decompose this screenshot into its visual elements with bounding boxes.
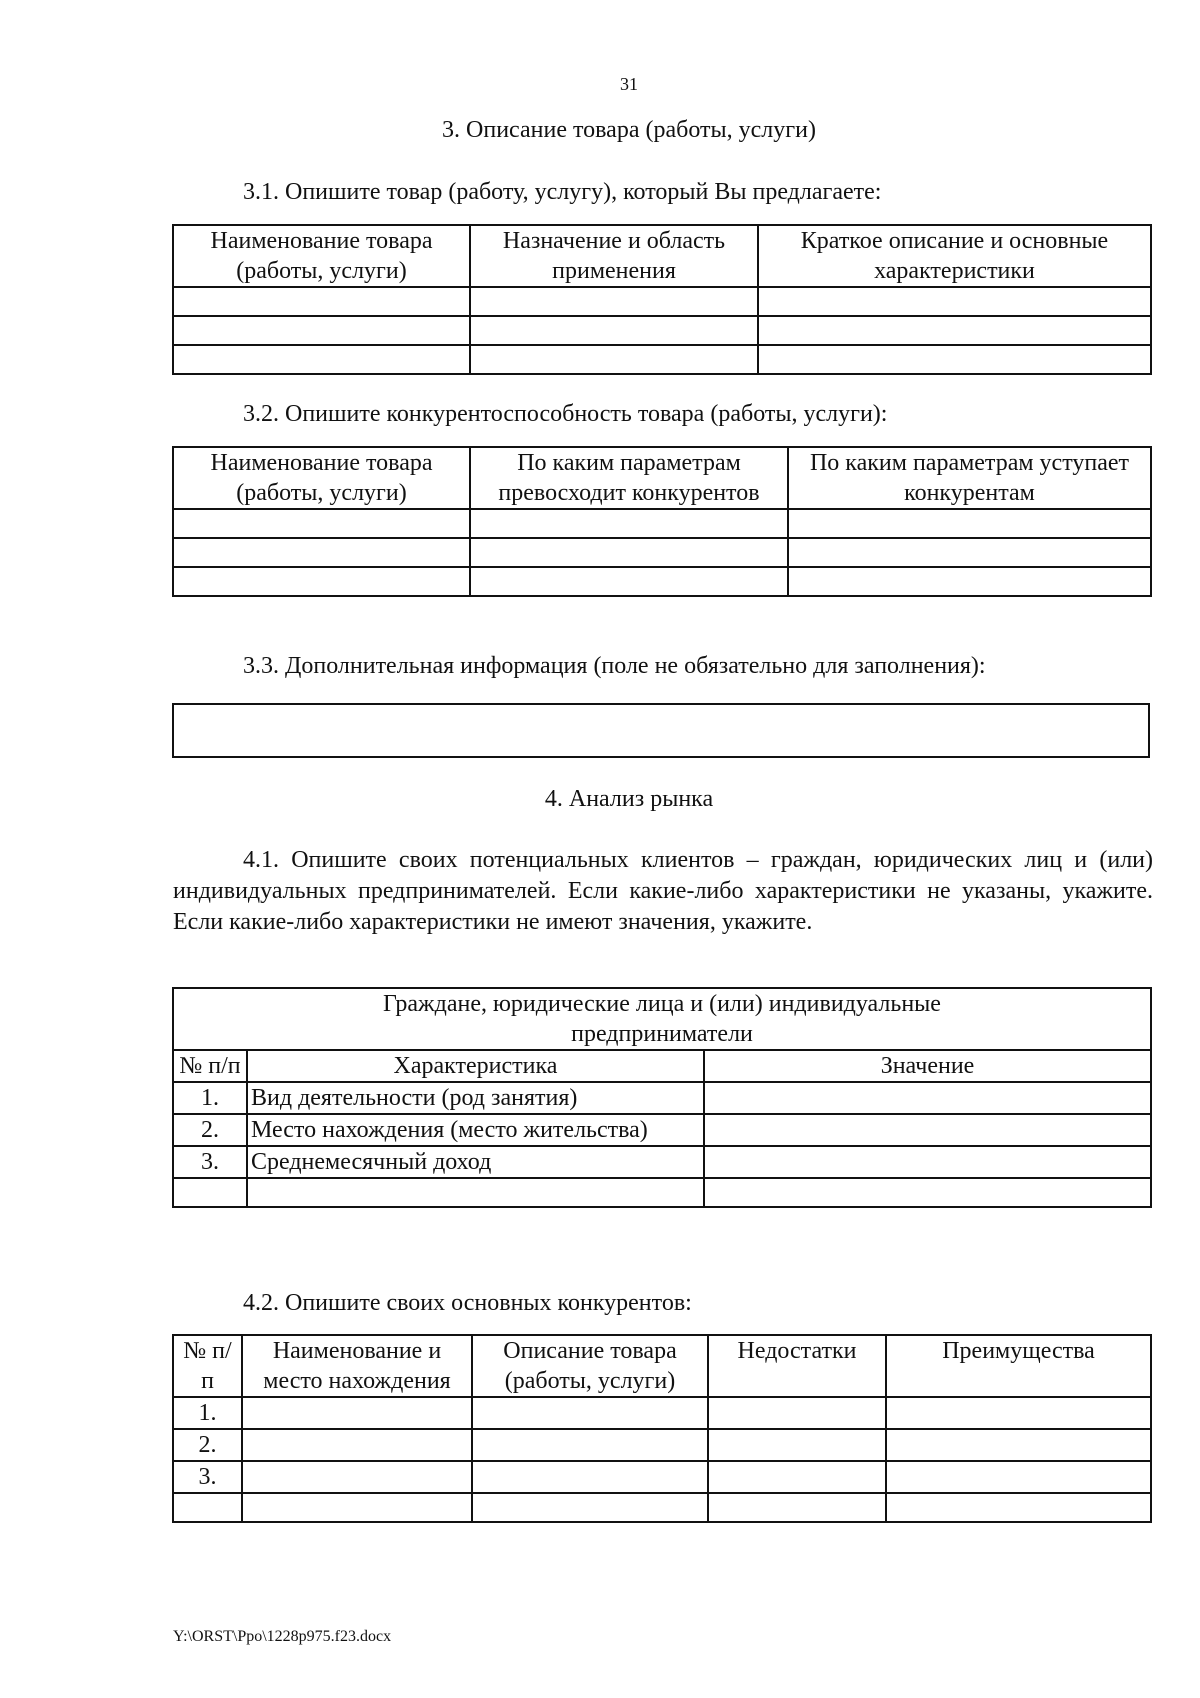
table-row: [173, 345, 1151, 374]
row-number: 2.: [173, 1429, 242, 1461]
table-cell[interactable]: [242, 1397, 472, 1429]
file-path-footer: Y:\ORST\Ppo\1228p975.f23.docx: [173, 1628, 392, 1645]
table-cell[interactable]: [470, 345, 758, 374]
row-number: 1.: [173, 1082, 247, 1114]
table-3-1-header-description: Краткое описание и основные характеристики: [758, 225, 1151, 287]
table-cell[interactable]: [173, 538, 470, 567]
question-3-1-label: 3.1. Опишите товар (работу, услугу), который Вы предлагаете:: [243, 179, 882, 205]
table-row: [173, 1114, 1151, 1146]
row-number: [173, 1493, 242, 1522]
characteristic-cell[interactable]: [247, 1178, 704, 1207]
table-cell[interactable]: [758, 287, 1151, 316]
table-cell[interactable]: [470, 316, 758, 345]
table-cell[interactable]: [470, 509, 788, 538]
table-cell[interactable]: [173, 287, 470, 316]
table-3-2-header-disadvantages: По каким параметрам уступает конкурентам: [788, 447, 1151, 509]
table-row: [173, 1397, 1151, 1429]
table-row: [173, 1082, 1151, 1114]
table-cell[interactable]: [242, 1429, 472, 1461]
table-cell[interactable]: [173, 567, 470, 596]
table-cell[interactable]: [788, 509, 1151, 538]
table-cell[interactable]: [758, 316, 1151, 345]
table-cell[interactable]: [758, 345, 1151, 374]
value-cell[interactable]: [704, 1082, 1151, 1114]
table-row: [173, 538, 1151, 567]
table-cell[interactable]: [472, 1397, 708, 1429]
table-3-1: [172, 224, 1152, 375]
characteristic-cell: Среднемесячный доход: [247, 1146, 704, 1178]
value-cell[interactable]: [704, 1146, 1151, 1178]
table-cell[interactable]: [472, 1493, 708, 1522]
table-cell[interactable]: [886, 1493, 1151, 1522]
table-cell[interactable]: [173, 509, 470, 538]
characteristic-cell: Место нахождения (место жительства): [247, 1114, 704, 1146]
additional-info-field[interactable]: [172, 703, 1150, 758]
table-4-1-title: Граждане, юридические лица и (или) индивидуальные предприниматели: [173, 988, 1151, 1050]
table-3-2-header-name: Наименование товара (работы, услуги): [173, 447, 470, 509]
table-3-2: [172, 446, 1152, 597]
table-4-1-header-characteristic: Характеристика: [247, 1050, 704, 1082]
table-cell[interactable]: [886, 1397, 1151, 1429]
table-4-1: [172, 987, 1152, 1208]
table-4-1-header-num: № п/п: [173, 1050, 247, 1082]
value-cell[interactable]: [704, 1114, 1151, 1146]
table-cell[interactable]: [886, 1461, 1151, 1493]
table-cell[interactable]: [242, 1461, 472, 1493]
row-number: 2.: [173, 1114, 247, 1146]
table-4-2: [172, 1334, 1152, 1523]
table-row: [173, 567, 1151, 596]
table-cell[interactable]: [708, 1397, 886, 1429]
table-row: [173, 1493, 1151, 1522]
table-cell[interactable]: [242, 1493, 472, 1522]
table-4-2-header-num: № п/п: [173, 1335, 242, 1397]
table-cell[interactable]: [173, 316, 470, 345]
table-row: [173, 1146, 1151, 1178]
table-cell[interactable]: [708, 1493, 886, 1522]
row-number: 3.: [173, 1146, 247, 1178]
table-row: [173, 316, 1151, 345]
table-cell[interactable]: [470, 538, 788, 567]
table-cell[interactable]: [708, 1429, 886, 1461]
table-cell[interactable]: [472, 1429, 708, 1461]
question-3-2-label: 3.2. Опишите конкурентоспособность товара (работы, услуги):: [243, 401, 888, 427]
table-cell[interactable]: [470, 287, 758, 316]
table-3-2-header-advantages: По каким параметрам превосходит конкурентов: [470, 447, 788, 509]
table-4-2-header-name: Наименование и место нахождения: [242, 1335, 472, 1397]
row-number: 3.: [173, 1461, 242, 1493]
table-cell[interactable]: [788, 538, 1151, 567]
table-row: [173, 509, 1151, 538]
question-4-2-label: 4.2. Опишите своих основных конкурентов:: [243, 1290, 692, 1316]
table-cell[interactable]: [173, 345, 470, 374]
table-4-1-header-value: Значение: [704, 1050, 1151, 1082]
table-cell[interactable]: [470, 567, 788, 596]
table-3-1-header-name: Наименование товара (работы, услуги): [173, 225, 470, 287]
table-4-2-header-weaknesses: Недостатки: [708, 1335, 886, 1397]
table-row: [173, 1178, 1151, 1207]
value-cell[interactable]: [704, 1178, 1151, 1207]
section-4-title: 4. Анализ рынка: [544, 786, 714, 812]
table-cell[interactable]: [886, 1429, 1151, 1461]
table-row: [173, 287, 1151, 316]
question-4-1-label: [173, 845, 1153, 938]
table-4-2-header-strengths: Преимущества: [886, 1335, 1151, 1397]
page-number: 31: [620, 74, 638, 94]
table-cell[interactable]: [472, 1461, 708, 1493]
question-3-3-label: 3.3. Дополнительная информация (поле не обязательно для заполнения):: [243, 653, 986, 679]
table-3-1-header-purpose: Назначение и область применения: [470, 225, 758, 287]
table-row: [173, 1461, 1151, 1493]
question-4-1-text: 4.1. Опишите своих потенциальных клиентов – граждан, юридических лиц и (или) индивидуальных предпринимателей. Если какие-либо характеристики не указаны, укажите. Если какие-либо характеристики не имеют значения, укажите.: [173, 847, 1153, 935]
table-row: [173, 1429, 1151, 1461]
table-cell[interactable]: [708, 1461, 886, 1493]
row-number: [173, 1178, 247, 1207]
characteristic-cell: Вид деятельности (род занятия): [247, 1082, 704, 1114]
table-cell[interactable]: [788, 567, 1151, 596]
table-4-2-header-description: Описание товара (работы, услуги): [472, 1335, 708, 1397]
section-3-title: 3. Описание товара (работы, услуги): [442, 117, 816, 143]
row-number: 1.: [173, 1397, 242, 1429]
